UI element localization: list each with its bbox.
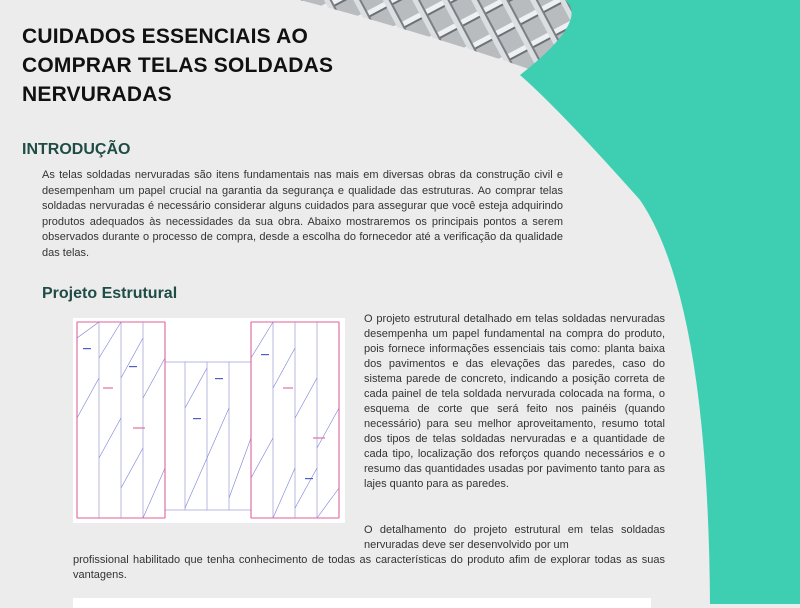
teal-accent-shape (520, 0, 800, 604)
section-heading-projeto-estrutural: Projeto Estrutural (42, 285, 178, 302)
structural-plan-svg (73, 318, 345, 523)
document-title: CUIDADOS ESSENCIAIS AO COMPRAR TELAS SOLDADAS NERVURADAS (22, 25, 334, 106)
detailing-paragraph-end: profissional habilitado que tenha conhecimento de todas as características do produto afim de explorar todas as suas vantagens. (73, 554, 665, 581)
intro-paragraph: As telas soldadas nervuradas são itens fundamentais nas mais em diversas obras da construção civil e desempenham um papel crucial na garantia da segurança e qualidade das estruturas. Ao comprar telas soldadas nervuradas é necessário considerar alguns cuidados para assegurar que você esteja adquirindo produtos adequados às necessidades da sua obra. Abaixo mostraremos os principais pontos a serem observados durante o processo de compra, desde a escolha do fornecedor até a verificação da qualidade das telas. (42, 169, 563, 259)
next-figure-frame (73, 598, 651, 608)
intro-heading: INTRODUÇÃO (22, 141, 131, 158)
structural-plan-drawing (73, 318, 345, 523)
detailing-paragraph-start: O detalhamento do projeto estrutural em telas soldadas nervuradas deve ser desenvolvido por um (364, 524, 665, 551)
structural-project-paragraph: O projeto estrutural detalhado em telas soldadas nervuradas desempenha um papel fundamental na compra do produto, pois fornece informações essenciais tais como: planta baixa dos pavimentos e das elevações das paredes, caso do sistema parede de concreto, indicando a posição correta de cada painel de tela soldada nervurada colocada na forma, o esquema de corte que será feito nos painéis (quando necessário) para seu melhor aproveitamento, resumo total dos tipos de telas soldadas nervuradas e a quantidade de cada tipo, localização dos reforços quando necessários e o resumo das quantidades usadas por pavimento tanto para as lajes quanto para as paredes. (364, 313, 665, 490)
